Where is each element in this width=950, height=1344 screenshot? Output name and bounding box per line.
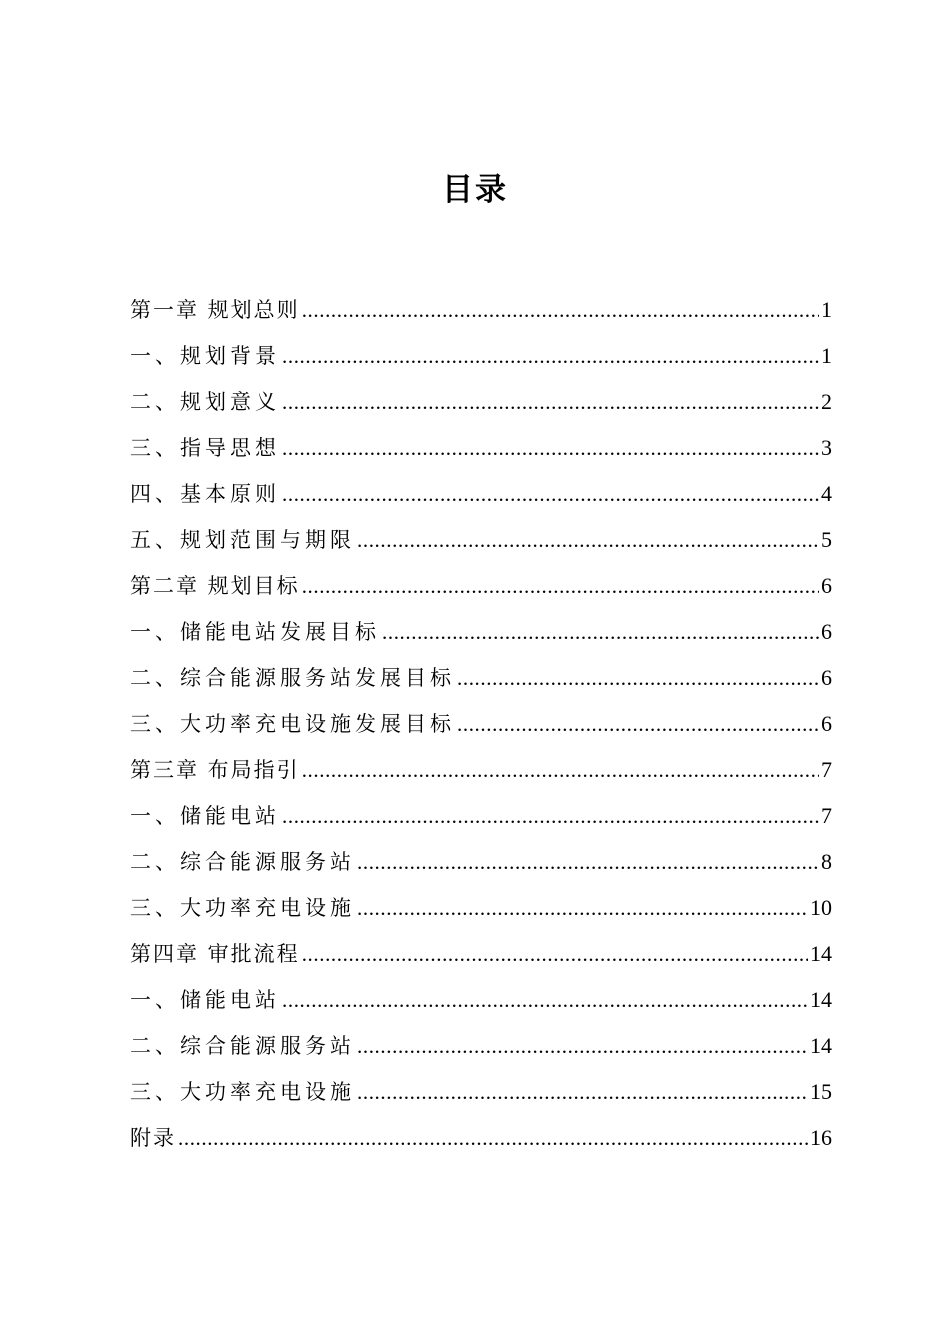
- toc-entry-page: 7: [821, 757, 832, 782]
- toc-leader-dots: [282, 982, 808, 1018]
- toc-entry-label: 第二章 规划目标: [130, 574, 300, 598]
- toc-leader-dots: [282, 798, 819, 834]
- toc-entry-page: 16: [810, 1125, 832, 1150]
- toc-entry-label: 第三章 布局指引: [130, 758, 300, 782]
- toc-entry-appendix[interactable]: [130, 1120, 832, 1166]
- toc-entry-chapter[interactable]: [130, 568, 832, 614]
- toc-entry-page: 10: [810, 895, 832, 920]
- toc-entry-page: 5: [821, 527, 832, 552]
- toc-entry-section[interactable]: [130, 706, 832, 752]
- toc-entry-label: 一、规划背景: [130, 344, 280, 368]
- toc-entry-section[interactable]: [130, 614, 832, 660]
- toc-entry-section[interactable]: [130, 1028, 832, 1074]
- toc-entry-page: 2: [821, 389, 832, 414]
- toc-leader-dots: [282, 384, 819, 420]
- toc-entry-page: 8: [821, 849, 832, 874]
- toc-entry-label: 第四章 审批流程: [130, 942, 300, 966]
- toc-leader-dots: [457, 660, 819, 696]
- toc-leader-dots: [282, 476, 819, 512]
- toc-leader-dots: [178, 1120, 808, 1156]
- toc-entry-label: 二、综合能源服务站发展目标: [130, 666, 455, 690]
- toc-entry-section[interactable]: [130, 890, 832, 936]
- toc-entry-label: 二、综合能源服务站: [130, 850, 355, 874]
- toc-entry-page: 14: [810, 987, 832, 1012]
- toc-entry-label: 附录: [130, 1126, 176, 1150]
- toc-entry-page: 6: [821, 665, 832, 690]
- toc-leader-dots: [382, 614, 819, 650]
- toc-entry-page: 6: [821, 619, 832, 644]
- toc-entry-section[interactable]: [130, 338, 832, 384]
- toc-leader-dots: [282, 430, 819, 466]
- toc-entry-section[interactable]: [130, 798, 832, 844]
- toc-entry-label: 三、大功率充电设施发展目标: [130, 712, 455, 736]
- page-title: 目录: [442, 172, 508, 208]
- toc-entry-chapter[interactable]: [130, 936, 832, 982]
- toc-leader-dots: [457, 706, 819, 742]
- toc-entry-chapter[interactable]: [130, 752, 832, 798]
- toc-entry-section[interactable]: [130, 384, 832, 430]
- toc-leader-dots: [302, 752, 819, 788]
- toc-leader-dots: [282, 338, 819, 374]
- toc-leader-dots: [357, 844, 819, 880]
- toc-entry-page: 14: [810, 1033, 832, 1058]
- toc-leader-dots: [357, 1074, 808, 1110]
- toc-entry-label: 三、指导思想: [130, 436, 280, 460]
- toc-entry-label: 四、基本原则: [130, 482, 280, 506]
- toc-entry-page: 7: [821, 803, 832, 828]
- toc-entry-page: 4: [821, 481, 832, 506]
- toc-entry-page: 15: [810, 1079, 832, 1104]
- toc-entry-label: 一、储能电站发展目标: [130, 620, 380, 644]
- toc-entry-label: 一、储能电站: [130, 804, 280, 828]
- toc-entry-section[interactable]: [130, 476, 832, 522]
- toc-entry-section[interactable]: [130, 522, 832, 568]
- toc-entry-page: 14: [810, 941, 832, 966]
- toc-entry-label: 第一章 规划总则: [130, 298, 300, 322]
- toc-entry-label: 三、大功率充电设施: [130, 1080, 355, 1104]
- toc-entry-section[interactable]: [130, 844, 832, 890]
- toc-entry-section[interactable]: [130, 430, 832, 476]
- toc-entry-section[interactable]: [130, 1074, 832, 1120]
- toc-entry-label: 一、储能电站: [130, 988, 280, 1012]
- toc-leader-dots: [302, 568, 819, 604]
- toc-entry-label: 五、规划范围与期限: [130, 528, 355, 552]
- toc-entry-section[interactable]: [130, 982, 832, 1028]
- toc-entry-chapter[interactable]: [130, 292, 832, 338]
- toc-leader-dots: [302, 292, 819, 328]
- toc-entry-page: 3: [821, 435, 832, 460]
- toc-entry-section[interactable]: [130, 660, 832, 706]
- toc-entry-page: 6: [821, 573, 832, 598]
- toc-leader-dots: [357, 522, 819, 558]
- toc-entry-page: 1: [821, 343, 832, 368]
- toc-entry-label: 三、大功率充电设施: [130, 896, 355, 920]
- toc-entry-page: 1: [821, 297, 832, 322]
- toc-entry-label: 二、综合能源服务站: [130, 1034, 355, 1058]
- toc-leader-dots: [302, 936, 808, 972]
- toc-entry-page: 6: [821, 711, 832, 736]
- table-of-contents: [130, 292, 832, 1166]
- toc-leader-dots: [357, 890, 808, 926]
- toc-leader-dots: [357, 1028, 808, 1064]
- toc-entry-label: 二、规划意义: [130, 390, 280, 414]
